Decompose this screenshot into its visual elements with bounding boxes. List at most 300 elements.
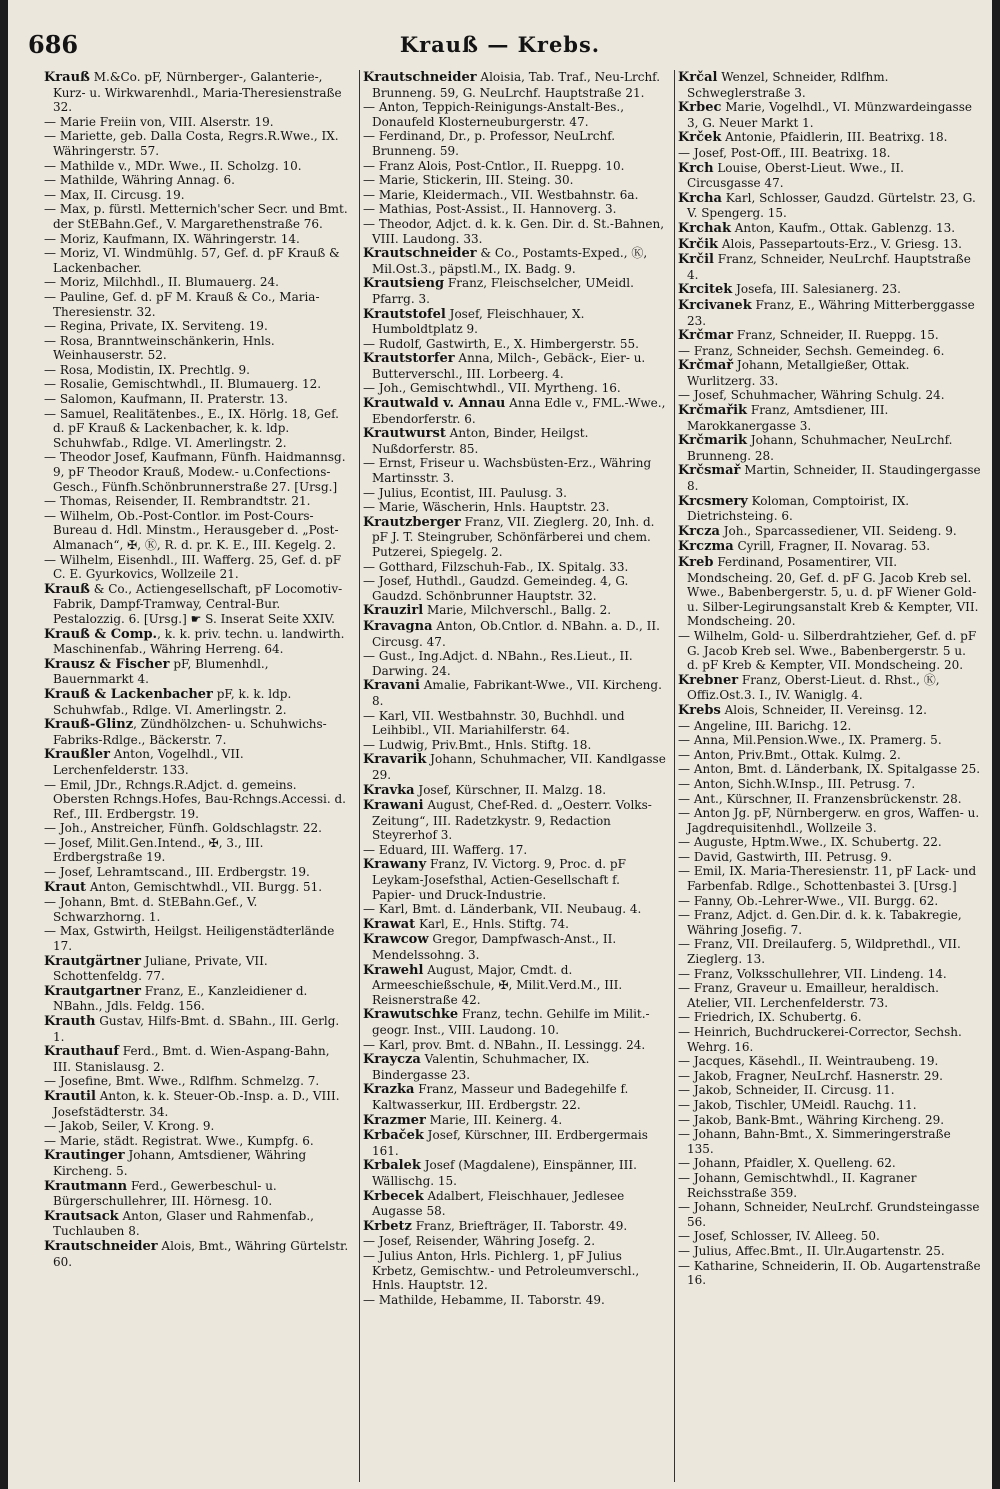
- entry-text: — Anton, Bmt. d. Länderbank, IX. Spitalgasse 25.: [678, 762, 981, 777]
- entry-text: Josef, Kürschner, II. Malzg. 18.: [414, 782, 607, 797]
- entry-text: Alois, Bmt., Währing Gürtelstr. 60.: [53, 1238, 349, 1269]
- directory-entry: [678, 937, 981, 966]
- entry-text: Alois, Passepartouts-Erz., V. Griesg. 13.: [718, 236, 962, 251]
- directory-entry: [363, 1158, 666, 1188]
- directory-entry: [44, 1239, 351, 1269]
- entry-text: Anna Edle v., FML.-Wwe., Ebendorferstr. 6.: [372, 396, 666, 426]
- directory-entry: [44, 717, 351, 747]
- directory-entry: [363, 752, 666, 782]
- entry-text: Ferdinand, Posamentirer, VII. Mondscheing. 20, Gef. d. pF G. Jacob Kreb sel. Wwe., Babenbergerstr. 5, u. d. pF Wiener Gold- u. Silber-Legirungsanstalt Kreb & Kempter, VII. Mondscheing. 20.: [687, 555, 979, 629]
- entry-text: — Marie Freiin von, VIII. Alserstr. 19.: [44, 114, 274, 129]
- entry-text: — Johann, Bmt. d. StEBahn.Gef., V. Schwarzhorng. 1.: [44, 895, 258, 924]
- entry-text: M.&Co. pF, Nürnberger-, Galanterie-, Kurz- u. Wirkwarenhdl., Maria-Theresienstraße 32.: [53, 70, 342, 115]
- entry-text: Josef (Magdalene), Einspänner, III. Wällischg. 15.: [372, 1158, 637, 1188]
- entry-text: Wenzel, Schneider, Rdlfhm. Schweglerstraße 3.: [687, 70, 889, 100]
- directory-entry: [44, 1119, 351, 1134]
- entry-text: — Moriz, Kaufmann, IX. Währingerstr. 14.: [44, 231, 300, 246]
- column-1: [44, 70, 351, 1482]
- entry-surname: Krautschneider: [363, 246, 477, 262]
- directory-entry: [363, 709, 666, 738]
- entry-surname: Krch: [678, 160, 714, 176]
- entry-text: Juliane, Private, VII. Schottenfeldg. 77.: [53, 953, 268, 984]
- entry-surname: Krbecek: [363, 1188, 424, 1204]
- entry-text: — Franz, Volksschullehrer, VII. Lindeng. 14.: [678, 966, 947, 981]
- directory-entry: [44, 494, 351, 509]
- entry-text: August, Major, Cmdt. d. Armeeschießschule, ✠, Milit.Verd.M., III. Reisnerstraße 42.: [372, 962, 623, 1007]
- entry-surname: Krczma: [678, 539, 734, 555]
- directory-entry: [363, 396, 666, 426]
- directory-entry: [363, 1052, 666, 1082]
- directory-entry: [363, 1082, 666, 1112]
- entry-text: — Josef, Huthdl., Gaudzd. Gemeindeg. 4, G. Gaudzd. Schönbrunner Hauptstr. 32.: [363, 574, 629, 603]
- directory-entry: [363, 902, 666, 917]
- entry-text: — Josef, Post-Off., III. Beatrixg. 18.: [678, 145, 891, 160]
- entry-text: — Moriz, Milchhdl., II. Blumauerg. 24.: [44, 275, 279, 290]
- entry-text: — Emil, IX. Maria-Theresienstr. 11, pF Lack- und Farbenfab. Rdlge., Schottenbastei 3. [Ursg.]: [678, 864, 977, 894]
- directory-entry: [678, 161, 981, 191]
- directory-entry: [678, 967, 981, 982]
- directory-entry: [678, 1054, 981, 1069]
- directory-entry: [678, 703, 981, 719]
- directory-entry: [363, 188, 666, 203]
- entry-surname: Krazka: [363, 1082, 415, 1098]
- directory-entry: [363, 202, 666, 217]
- entry-text: — Ant., Kürschner, II. Franzensbrückenstr. 28.: [678, 791, 962, 806]
- directory-entry: [363, 307, 666, 337]
- entry-surname: Krautstorfer: [363, 351, 455, 367]
- directory-entry: [678, 191, 981, 221]
- directory-entry: [678, 1083, 981, 1098]
- entry-text: — Moriz, VI. Windmühlg. 57, Gef. d. pF Krauß & Lackenbacher.: [44, 246, 340, 275]
- entry-surname: Krauß-Glinz: [44, 717, 134, 733]
- entry-text: — Regina, Private, IX. Serviteng. 19.: [44, 319, 268, 334]
- directory-entry: [678, 1010, 981, 1025]
- entry-surname: Kravarik: [363, 752, 427, 768]
- entry-text: — Marie, Wäscherin, Hnls. Hauptstr. 23.: [363, 500, 610, 515]
- entry-surname: Krbalek: [363, 1158, 421, 1174]
- directory-entry: [678, 1171, 981, 1200]
- entry-surname: Krauß & Comp.: [44, 626, 158, 642]
- entry-text: — Jakob, Seiler, V. Krong. 9.: [44, 1119, 215, 1134]
- running-head: Krauß — Krebs.: [399, 32, 601, 57]
- entry-text: — Jakob, Fragner, NeuLrchf. Hasnerstr. 29.: [678, 1068, 943, 1083]
- directory-entry: [363, 963, 666, 1008]
- entry-surname: Krčmařik: [678, 403, 748, 419]
- entry-text: Joh., Sparcassediener, VII. Seideng. 9.: [719, 523, 957, 538]
- directory-entry: [44, 450, 351, 494]
- entry-text: — Fanny, Ob.-Lehrer-Wwe., VII. Burgg. 62.: [678, 893, 939, 908]
- entry-text: — Friedrich, IX. Schubertg. 6.: [678, 1010, 862, 1025]
- entry-text: & Co., Postamts-Exped., Ⓚ, Mil.Ost.3., päpstl.M., IX. Badg. 9.: [372, 246, 648, 276]
- directory-entry: [44, 687, 351, 717]
- directory-entry: [678, 388, 981, 403]
- directory-entry: [678, 777, 981, 792]
- entry-text: — Josef, Milit.Gen.Intend., ✠, 3., III. Erdbergstraße 19.: [44, 835, 264, 865]
- entry-text: — Karl, VII. Westbahnstr. 30, Buchhdl. und Leihbibl., VII. Mariahilferstr. 64.: [363, 708, 625, 738]
- directory-entry: [678, 282, 981, 298]
- directory-entry: [363, 426, 666, 456]
- entry-text: Amalie, Fabrikant-Wwe., VII. Kircheng. 8.: [372, 678, 662, 708]
- entry-text: — Anton Jg. pF, Nürnbergerw. en gros, Waffen- u. Jagdrequisitenhdl., Wollzeile 3.: [678, 806, 980, 835]
- directory-entry: [363, 1128, 666, 1158]
- directory-entry: [44, 1148, 351, 1178]
- entry-surname: Krčsmař: [678, 463, 741, 479]
- entry-text: — Joh., Gemischtwhdl., VII. Myrtheng. 16.: [363, 381, 621, 396]
- entry-text: Franz, Amtsdiener, III. Marokkanergasse 3.: [687, 403, 889, 433]
- entry-text: pF, k. k. ldp. Schuhwfab., Rdlge. VI. Amerlingstr. 2.: [53, 686, 292, 717]
- directory-entry: [44, 159, 351, 174]
- entry-text: Marie, III. Keinerg. 4.: [425, 1112, 563, 1127]
- entry-surname: Krautstofel: [363, 306, 446, 322]
- entry-text: — Theodor, Adjct. d. k. k. Gen. Dir. d. St.-Bahnen, VIII. Laudong. 33.: [363, 216, 665, 246]
- entry-surname: Krčil: [678, 252, 714, 268]
- entry-text: Franz, Schneider, NeuLrchf. Hauptstraße 4.: [687, 252, 971, 282]
- entry-text: Ferd., Bmt. d. Wien-Aspang-Bahn, III. Stanislausg. 2.: [53, 1044, 330, 1074]
- entry-text: — Karl, Bmt. d. Länderbank, VII. Neubaug. 4.: [363, 902, 642, 917]
- directory-entry: [678, 539, 981, 555]
- directory-entry: [44, 363, 351, 378]
- directory-entry: [44, 895, 351, 924]
- entry-text: Johann, Schuhmacher, NeuLrchf. Brunneng. 28.: [687, 433, 953, 463]
- directory-entry: [363, 603, 666, 619]
- directory-entry: [44, 377, 351, 392]
- directory-entry: [678, 328, 981, 344]
- entry-text: Gregor, Dampfwasch-Anst., II. Mendelssohng. 3.: [372, 932, 617, 963]
- directory-entry: [678, 1127, 981, 1156]
- entry-text: — Rosa, Modistin, IX. Prechtlg. 9.: [44, 362, 250, 377]
- directory-columns: [44, 70, 980, 1482]
- entry-surname: Krcitek: [678, 282, 733, 298]
- entry-text: — Salomon, Kaufmann, II. Praterstr. 13.: [44, 392, 288, 407]
- entry-surname: Krautzberger: [363, 514, 461, 530]
- directory-entry: [44, 747, 351, 777]
- directory-entry: [678, 524, 981, 540]
- entry-text: — Thomas, Reisender, II. Rembrandtstr. 21.: [44, 494, 311, 509]
- directory-entry: [363, 100, 666, 129]
- entry-surname: Krausz & Fischer: [44, 656, 170, 672]
- directory-entry: [44, 319, 351, 334]
- directory-entry: [44, 1089, 351, 1119]
- directory-entry: [363, 337, 666, 352]
- entry-text: — Johann, Bahn-Bmt., X. Simmeringerstraße 135.: [678, 1127, 951, 1156]
- entry-surname: Krčal: [678, 70, 718, 85]
- entry-surname: Krbec: [678, 100, 722, 116]
- entry-surname: Krbetz: [363, 1218, 412, 1234]
- entry-surname: Kravani: [363, 678, 420, 694]
- directory-entry: [678, 433, 981, 463]
- entry-text: Franz, Fleischselcher, UMeidl. Pfarrg. 3.: [372, 276, 634, 306]
- directory-entry: [363, 217, 666, 246]
- entry-text: — Franz, VII. Dreilauferg. 5, Wildprethdl., VII. Zieglerg. 13.: [678, 937, 961, 967]
- directory-entry: [363, 619, 666, 649]
- entry-text: — Rudolf, Gastwirth, E., X. Himbergerstr. 55.: [363, 336, 639, 351]
- entry-text: Franz, E., Währing Mitterberggasse 23.: [687, 297, 975, 328]
- directory-entry: [363, 1038, 666, 1053]
- directory-entry: [44, 553, 351, 582]
- directory-entry: [363, 515, 666, 560]
- entry-surname: Krautgärtner: [44, 953, 141, 969]
- entry-text: — Rosalie, Gemischtwhdl., II. Blumauerg. 12.: [44, 377, 322, 392]
- entry-text: Adalbert, Fleischhauer, Jedlesee Augasse 58.: [372, 1188, 625, 1219]
- directory-entry: [44, 275, 351, 290]
- directory-page: [8, 0, 992, 1489]
- directory-entry: [678, 806, 981, 835]
- directory-entry: [363, 456, 666, 485]
- directory-entry: [678, 864, 981, 893]
- directory-entry: [44, 246, 351, 275]
- entry-text: — Julius Anton, Hrls. Pichlerg. 1, pF Julius Krbetz, Gemischtw.- und Petroleumverschl., Hnls. Hauptstr. 12.: [363, 1248, 640, 1293]
- directory-entry: [44, 232, 351, 247]
- entry-surname: Krauthauf: [44, 1044, 119, 1060]
- entry-text: Johann, Metallgießer, Ottak. Wurlitzerg. 33.: [687, 358, 910, 388]
- directory-entry: [363, 560, 666, 575]
- entry-text: Anton, Glaser und Rahmenfab., Tuchlauben 8.: [53, 1208, 314, 1239]
- directory-entry: [44, 880, 351, 896]
- entry-text: — Franz Alois, Post-Cntlor., II. Rueppg. 10.: [363, 158, 625, 173]
- entry-surname: Kraußler: [44, 747, 110, 763]
- directory-entry: [678, 403, 981, 433]
- page-header: [8, 30, 992, 64]
- directory-entry: [678, 146, 981, 161]
- directory-entry: [678, 344, 981, 359]
- entry-text: August, Chef-Red. d. „Oesterr. Volks-Zeitung“, III. Radetzkystr. 9, Redaction Steyrerhof 3.: [372, 798, 652, 843]
- directory-entry: [44, 70, 351, 115]
- entry-surname: Krauzirl: [363, 603, 424, 619]
- entry-text: Marie, Milchverschl., Ballg. 2.: [423, 603, 612, 618]
- directory-entry: [678, 792, 981, 807]
- directory-entry: [44, 202, 351, 231]
- entry-text: — Franz, Graveur u. Emailleur, heraldisch. Atelier, VII. Lerchenfelderstr. 73.: [678, 981, 939, 1010]
- entry-surname: Krcsmery: [678, 493, 748, 509]
- entry-text: , Zündhölzchen- u. Schuhwichs-Fabriks-Rdlge., Bäckerstr. 7.: [53, 717, 327, 747]
- entry-text: Anton, k. k. Steuer-Ob.-Insp. a. D., VIII. Josefstädterstr. 34.: [53, 1088, 340, 1119]
- directory-entry: [678, 908, 981, 937]
- entry-surname: Krebs: [678, 702, 721, 718]
- entry-text: — Ernst, Friseur u. Wachsbüsten-Erz., Währing Martinsstr. 3.: [363, 456, 652, 486]
- entry-surname: Krautwurst: [363, 426, 446, 442]
- directory-entry: [678, 237, 981, 253]
- directory-entry: [44, 924, 351, 953]
- entry-text: Josefa, III. Salesianerg. 23.: [732, 282, 901, 297]
- directory-entry: [44, 778, 351, 822]
- directory-entry: [678, 298, 981, 328]
- entry-text: Josef, Kürschner, III. Erdbergermais 161.: [372, 1128, 648, 1158]
- entry-text: — Wilhelm, Gold- u. Silberdrahtzieher, Gef. d. pF G. Jacob Kreb sel. Wwe., Babenbergerstr. 5 u. d. pF Kreb & Kempter, VII. Mondscheing. 20.: [678, 628, 977, 673]
- entry-surname: Krawani: [363, 798, 424, 814]
- entry-surname: Kraycza: [363, 1052, 421, 1068]
- entry-text: Anton, Vogelhdl., VII. Lerchenfelderstr. 133.: [53, 747, 244, 777]
- directory-entry: [44, 334, 351, 363]
- entry-text: — Anna, Mil.Pension.Wwe., IX. Pramerg. 5.: [678, 733, 942, 748]
- entry-text: Franz, IV. Victorg. 9, Proc. d. pF Leykam-Josefsthal, Actien-Gesellschaft f. Papier- und Druck-Industrie.: [372, 857, 626, 902]
- directory-entry: [363, 1234, 666, 1249]
- column-2: [359, 70, 666, 1482]
- entry-text: — Marie, städt. Registrat. Wwe., Kumpfg. 6.: [44, 1133, 314, 1148]
- directory-entry: [44, 290, 351, 319]
- entry-text: Karl, Schlosser, Gaudzd. Gürtelstr. 23, G. V. Spengerg. 15.: [687, 190, 976, 221]
- entry-text: Josef, Fleischhauer, X. Humboldtplatz 9.: [372, 306, 585, 337]
- entry-surname: Krautsieng: [363, 276, 445, 292]
- entry-surname: Krčmař: [678, 358, 734, 374]
- directory-entry: [44, 984, 351, 1014]
- directory-entry: [678, 555, 981, 629]
- directory-entry: [363, 917, 666, 933]
- entry-surname: Krcza: [678, 523, 720, 539]
- entry-surname: Krazmer: [363, 1112, 426, 1128]
- entry-surname: Kravka: [363, 782, 415, 798]
- directory-entry: [678, 629, 981, 673]
- entry-text: — Jakob, Bank-Bmt., Währing Kircheng. 29.: [678, 1112, 945, 1127]
- directory-entry: [363, 857, 666, 902]
- column-3: [674, 70, 981, 1482]
- entry-surname: Krauß: [44, 581, 90, 597]
- entry-text: — Rosa, Branntweinschänkerin, Hnls. Weinhauserstr. 52.: [44, 333, 275, 363]
- directory-entry: [363, 1249, 666, 1293]
- entry-surname: Krawutschke: [363, 1007, 459, 1023]
- entry-text: — Ferdinand, Dr., p. Professor, NeuLrchf. Brunneng. 59.: [363, 129, 616, 158]
- entry-text: , k. k. priv. techn. u. landwirth. Maschinenfab., Währing Herreng. 64.: [53, 626, 345, 657]
- directory-entry: [678, 100, 981, 130]
- directory-entry: [44, 1044, 351, 1074]
- directory-entry: [678, 1113, 981, 1128]
- directory-entry: [678, 358, 981, 388]
- entry-text: — Johann, Schneider, NeuLrchf. Grundsteingasse 56.: [678, 1200, 980, 1229]
- entry-text: — Marie, Stickerin, III. Steing. 30.: [363, 173, 574, 188]
- directory-entry: [363, 798, 666, 843]
- entry-text: Louise, Oberst-Lieut. Wwe., II. Circusgasse 47.: [687, 160, 904, 191]
- entry-text: — Anton, Sichh.W.Insp., III. Petrusg. 7.: [678, 776, 916, 791]
- directory-entry: [363, 1007, 666, 1037]
- page-number: 686: [28, 30, 79, 59]
- entry-surname: Krčmarik: [678, 433, 748, 449]
- entry-text: Antonie, Pfaidlerin, III. Beatrixg. 18.: [721, 130, 948, 145]
- entry-text: — Katharine, Schneiderin, II. Ob. Augartenstraße 16.: [678, 1258, 981, 1288]
- entry-text: Johann, Schuhmacher, VII. Kandlgasse 29.: [372, 752, 666, 782]
- entry-text: Anton, Ob.Cntlor. d. NBahn. a. D., II. Circusg. 47.: [372, 618, 660, 649]
- directory-entry: [678, 748, 981, 763]
- directory-entry: [678, 733, 981, 748]
- directory-entry: [678, 894, 981, 909]
- directory-entry: [678, 463, 981, 493]
- entry-surname: Krauth: [44, 1014, 96, 1029]
- entry-surname: Krautschneider: [363, 70, 477, 85]
- entry-text: Franz, Oberst-Lieut. d. Rhst., Ⓚ, Offiz.Ost.3. I., IV. Waniglg. 4.: [687, 672, 940, 703]
- entry-text: — Mariette, geb. Dalla Costa, Regrs.R.Wwe., IX. Währingerstr. 57.: [44, 129, 339, 158]
- directory-entry: [363, 1219, 666, 1235]
- entry-text: Gustav, Hilfs-Bmt. d. SBahn., III. Gerlg. 1.: [53, 1014, 340, 1044]
- entry-text: Franz, E., Kanzleidiener d. NBahn., Jdls. Feldg. 156.: [53, 983, 308, 1014]
- directory-entry: [44, 627, 351, 657]
- entry-surname: Krautgartner: [44, 983, 141, 999]
- directory-entry: [678, 1098, 981, 1113]
- entry-surname: Krawany: [363, 857, 427, 873]
- entry-text: Koloman, Comptoirist, IX. Dietrichsteing. 6.: [687, 493, 910, 524]
- entry-text: — Franz, Adjct. d. Gen.Dir. d. k. k. Tabakregie, Währing Josefig. 7.: [678, 908, 962, 937]
- entry-text: — Anton, Priv.Bmt., Ottak. Kulmg. 2.: [678, 747, 901, 762]
- entry-surname: Krautinger: [44, 1148, 125, 1164]
- directory-entry: [44, 865, 351, 880]
- entry-text: — Josefine, Bmt. Wwe., Rdlfhm. Schmelzg. 7.: [44, 1074, 320, 1089]
- entry-text: — Gotthard, Filzschuh-Fab., IX. Spitalg. 33.: [363, 559, 629, 574]
- directory-entry: [363, 70, 666, 100]
- directory-entry: [363, 843, 666, 858]
- entry-text: — Franz, Schneider, Sechsh. Gemeindeg. 6.: [678, 343, 945, 358]
- entry-text: Johann, Amtsdiener, Währing Kircheng. 5.: [53, 1148, 307, 1178]
- entry-text: — Ludwig, Priv.Bmt., Hnls. Stiftg. 18.: [363, 737, 592, 752]
- directory-entry: [44, 954, 351, 984]
- entry-text: Franz, Schneider, II. Rueppg. 15.: [733, 328, 939, 343]
- directory-entry: [678, 673, 981, 703]
- directory-entry: [678, 252, 981, 282]
- entry-surname: Kreb: [678, 555, 714, 570]
- directory-entry: [678, 221, 981, 237]
- directory-entry: [678, 494, 981, 524]
- entry-text: Ferd., Gewerbeschul- u. Bürgerschullehrer, III. Hörnesg. 10.: [53, 1178, 277, 1209]
- directory-entry: [363, 246, 666, 276]
- directory-entry: [44, 1134, 351, 1149]
- entry-text: Franz, techn. Gehilfe im Milit.-geogr. Inst., VIII. Laudong. 10.: [372, 1007, 650, 1037]
- entry-surname: Krchak: [678, 220, 731, 236]
- entry-surname: Krawat: [363, 916, 416, 932]
- entry-surname: Krčmar: [678, 328, 734, 344]
- entry-text: — Mathilde, Währing Annag. 6.: [44, 173, 235, 188]
- directory-entry: [363, 351, 666, 381]
- entry-surname: Krawehl: [363, 962, 424, 978]
- directory-entry: [678, 1025, 981, 1054]
- directory-entry: [44, 509, 351, 553]
- directory-entry: [678, 850, 981, 865]
- entry-text: — Mathilde, Hebamme, II. Taborstr. 49.: [363, 1292, 605, 1307]
- directory-entry: [363, 173, 666, 188]
- directory-entry: [678, 1069, 981, 1084]
- entry-surname: Krčik: [678, 236, 719, 252]
- directory-entry: [678, 762, 981, 777]
- directory-entry: [44, 836, 351, 865]
- directory-entry: [363, 932, 666, 962]
- directory-entry: [44, 582, 351, 627]
- directory-entry: [44, 392, 351, 407]
- entry-text: Anton, Kaufm., Ottak. Gablenzg. 13.: [730, 220, 956, 235]
- directory-entry: [678, 1229, 981, 1244]
- directory-entry: [44, 1209, 351, 1239]
- directory-entry: [363, 1189, 666, 1219]
- entry-text: pF, Blumenhdl., Bauernmarkt 4.: [53, 656, 269, 687]
- directory-entry: [678, 835, 981, 850]
- directory-entry: [363, 129, 666, 158]
- entry-text: — Wilhelm, Eisenhdl., III. Wafferg. 25, Gef. d. pF C. E. Gyurkovics, Wollzeile 21.: [44, 552, 342, 582]
- directory-entry: [44, 173, 351, 188]
- entry-text: — Josef, Reisender, Währing Josefg. 2.: [363, 1234, 596, 1249]
- entry-text: Anton, Gemischtwhdl., VII. Burgg. 51.: [86, 879, 323, 894]
- entry-surname: Krautsack: [44, 1208, 119, 1224]
- entry-surname: Krautwald v. Annau: [363, 396, 506, 412]
- entry-text: Alois, Schneider, II. Vereinsg. 12.: [720, 702, 927, 717]
- entry-text: Anna, Milch-, Gebäck-, Eier- u. Butterverschl., III. Lorbeerg. 4.: [372, 351, 646, 381]
- entry-text: — Emil, JDr., Rchngs.R.Adjct. d. gemeins. Obersten Rchngs.Hofes, Bau-Rchngs.Accessi. d. Ref., III. Erdbergstr. 19.: [44, 777, 346, 821]
- entry-surname: Krauß: [44, 70, 90, 85]
- entry-text: — Jacques, Käsehdl., II. Weintraubeng. 19.: [678, 1054, 939, 1069]
- directory-entry: [678, 719, 981, 734]
- directory-entry: [44, 129, 351, 158]
- directory-entry: [363, 678, 666, 708]
- entry-surname: Krautmann: [44, 1178, 128, 1194]
- entry-text: — David, Gastwirth, III. Petrusg. 9.: [678, 849, 892, 864]
- entry-text: — Samuel, Realitätenbes., E., IX. Hörlg. 18, Gef. d. pF Krauß & Lackenbacher, k. k. ldp. Schuhwfab., Rdlge. VI. Amerlingstr. 2.: [44, 406, 339, 450]
- directory-entry: [44, 1074, 351, 1089]
- entry-surname: Krautil: [44, 1088, 96, 1104]
- directory-entry: [678, 1200, 981, 1229]
- entry-text: — Theodor Josef, Kaufmann, Fünfh. Haidmannsg. 9, pF Theodor Krauß, Modew.- u.Confections-Gesch., Fünfh.Schönbrunnerstraße 27. [Ursg.]: [44, 450, 346, 494]
